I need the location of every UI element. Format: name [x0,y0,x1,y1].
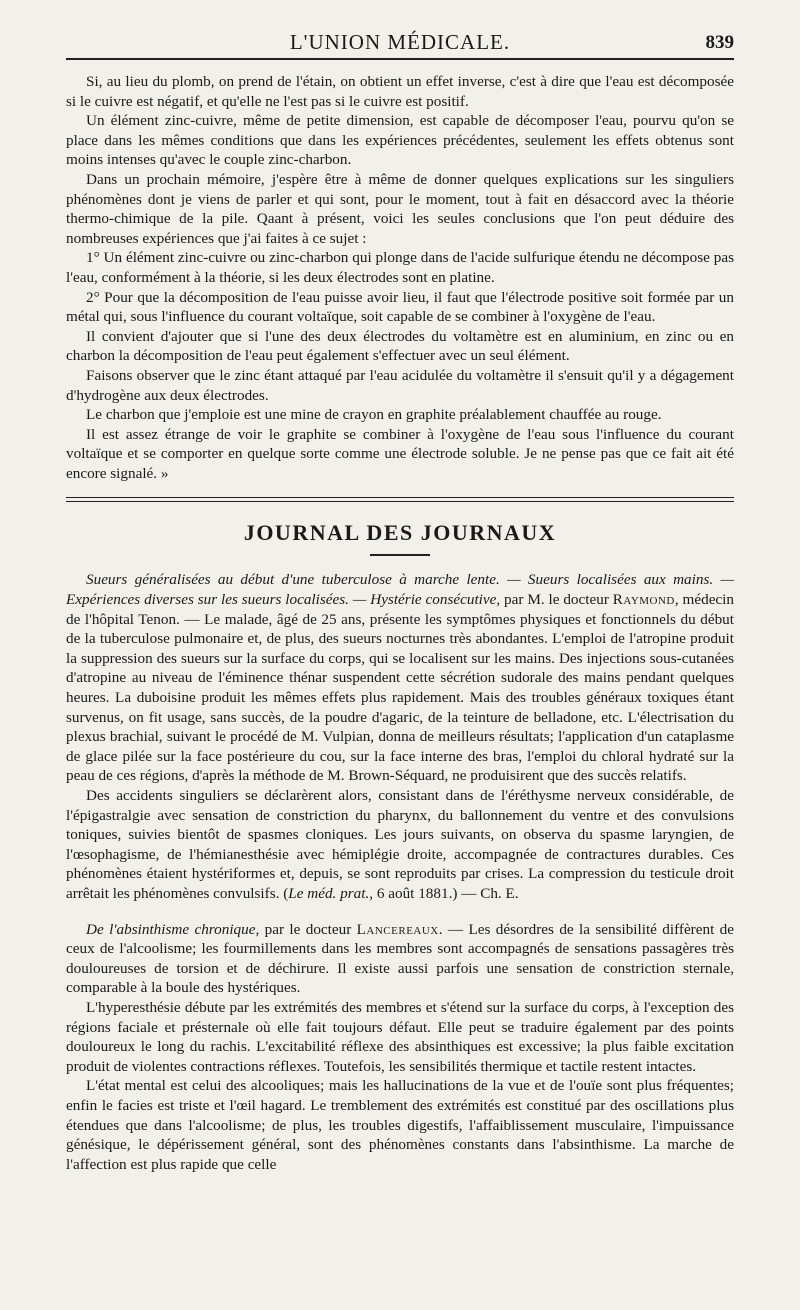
paragraph: Le charbon que j'emploie est une mine de crayon en graphite préalablement chauffée au rouge. [86,406,662,424]
section-divider [66,497,734,502]
paragraph: 1° Un élément zinc-cuivre ou zinc-charbon qui plonge dans de l'acide sulfurique étendu ne décompose pas l'eau, conformément à la théorie, si les deux électrodes sont en platine. [66,249,734,286]
title-underline [370,554,430,556]
journal-title: L'UNION MÉDICALE. [289,30,511,54]
article-body: Des accidents singuliers se déclarèrent alors, consistant dans de l'éréthysme nerveux considérable, de l'épigastralgie avec sensation de constriction du pharynx, du ballonnement du ventre et des convulsions toniques, suivies bientôt de spasmes cloniques. Les jours suivants, on observa du spasme laryngien, de l'œsophagisme, de l'hémianesthésie avec hémiplégie droite, accompagnée de contractures durables. Ces phénomènes étaient hystériformes et, depuis, se sont reproduits par crises. La compression du testicule droit arrêtait les phénomènes convulsifs. [66,787,734,902]
article-sueurs [66,570,734,903]
article-paragraph: L'hyperesthésie débute par les extrémités des membres et s'étend sur la surface du corps, à l'exception des régions faciale et présternale où elle fait toujours défaut. Elle peut se traduire également par des points douloureux le long du rachis. L'excitabilité réflexe des absinthiques est excessive; la plus faible excitation produit de violentes contractions réflexes. Toutefois, les sensibilités thermique et tactile restent intactes. [66,998,734,1075]
source-journal: Le méd. prat. [288,884,370,902]
article-paragraph: L'état mental est celui des alcooliques; mais les hallucinations de la vue et de l'ouïe sont plus fréquentes; enfin le facies est triste et l'œil hagard. Le tremblement des extrémités est constitué par des oscillations plus étendues que dans l'alcoolisme; de plus, les troubles digestifs, l'affaiblissement musculaire, l'impuissance génésique, le dépérissement général, sont des phénomènes constants dans l'absinthisme. La marche de l'affection est plus rapide que celle [66,1077,734,1173]
paragraph: Faisons observer que le zinc étant attaqué par l'eau acidulée du voltamètre il s'ensuit qu'il y a dégagement d'hydrogène aux deux électrodes. [66,366,734,404]
paragraph: Si, au lieu du plomb, on prend de l'étain, on obtient un effet inverse, c'est à dire que l'eau est décomposée si le cuivre est négatif, et qu'elle ne l'est pas si le cuivre est positif. [66,73,734,110]
source-open: ( [279,884,289,902]
paragraph: Un élément zinc-cuivre, même de petite dimension, est capable de décomposer l'eau, pourvu qu'on se place dans les mêmes conditions que dans les expériences précédentes, seulement les effets obtenus sont moins intenses qu'avec le couple zinc-charbon. [66,112,734,169]
byline: par M. le docteur [500,591,613,609]
continued-article [66,72,734,483]
paragraph: Il convient d'ajouter que si l'une des deux électrodes du voltamètre est en aluminium, en zinc ou en charbon la décomposition de l'eau peut également s'effectuer avec un seul élément. [66,327,734,365]
article-paragraph [66,920,734,998]
paragraph: 2° Pour que la décomposition de l'eau puisse avoir lieu, il faut que l'électrode positive soit formée par un métal qui, sous l'influence du courant voltaïque, soit capable de se combiner à l'oxygène de l'eau. [66,288,734,326]
article-title: Sueurs généralisées au début d'une tuberculose à marche lente. — Sueurs localisées aux mains. — Expériences diverses sur les sueurs localisées. — Hystérie consécutive, [66,571,734,609]
running-header [66,22,734,58]
paragraph: Il est assez étrange de voir le graphite se combiner à l'oxygène de l'eau sous l'influence du courant voltaïque et se comporter en quelque sorte comme une électrode soluble. Je ne pense pas que ce fait ait été encore signalé. » [66,425,734,482]
paragraph: Dans un prochain mémoire, j'espère être à même de donner quelques explications sur les singuliers phénomènes dont je viens de parler et qui sont, pour le moment, tout à fait en désaccord avec la théorie thermo-chimique de la pile. Qaant à présent, voici les seules conclusions que l'on peut déduire des nombreuses expériences que j'ai faites à ce sujet : [66,170,734,247]
author-name: Raymond [612,591,675,609]
article-paragraph [66,570,734,786]
byline: par le docteur [259,920,357,938]
page-number: 839 [705,32,734,53]
text-column [66,22,734,1174]
article-paragraph [66,786,734,904]
header-rule [66,58,734,60]
article-body: . — Les désordres de la sensibilité diffèrent de ceux de l'alcoolisme; les fourmillements dans les membres sont accompagnés de sensations passagères très douloureuses de torsion et de déchirure. Il existe aussi parfois une sensation de constriction sternale, comparable à la boule des hystériques. [66,920,734,997]
author-name: Lancereaux [356,920,439,938]
article-absinthisme [66,920,734,1175]
section-title: JOURNAL DES JOURNAUX [243,520,557,546]
article-body: , médecin de l'hôpital Tenon. — Le malade, âgé de 25 ans, présente les symptômes physiques et fonctionnels du début de la tuberculose pulmonaire et, de plus, des sueurs nocturnes très abondantes. L'emploi de l'atropine produit la suppression des sueurs sur la surface du corps, qui se localisent sur les mains. Des injections sous-cutanées d'atropine au niveau de l'éminence thénar suspendent cette sécrétion sudorale des mains pendant quelques heures. La duboisine produit les mêmes effets plus rapidement. Mais des troubles généraux toxiques étant survenus, on fit usage, sans succès, de la poudre d'agaric, de la teinture de belladone, etc. L'électrisation du plexus brachial, suivant le procédé de M. Vulpian, donna de meilleurs résultats; l'application d'un cataplasme de glace pilée sur la face postérieure du cou, sur la face interne des bras, l'emploi du chloral hydraté sur la peau de ces régions, d'après la méthode de M. Brown-Séquard, ne produisirent que des succès relatifs. [66,591,734,785]
source-citation: , 6 août 1881.) — Ch. E. [369,884,519,902]
article-title: De l'absinthisme chronique, [86,920,260,938]
